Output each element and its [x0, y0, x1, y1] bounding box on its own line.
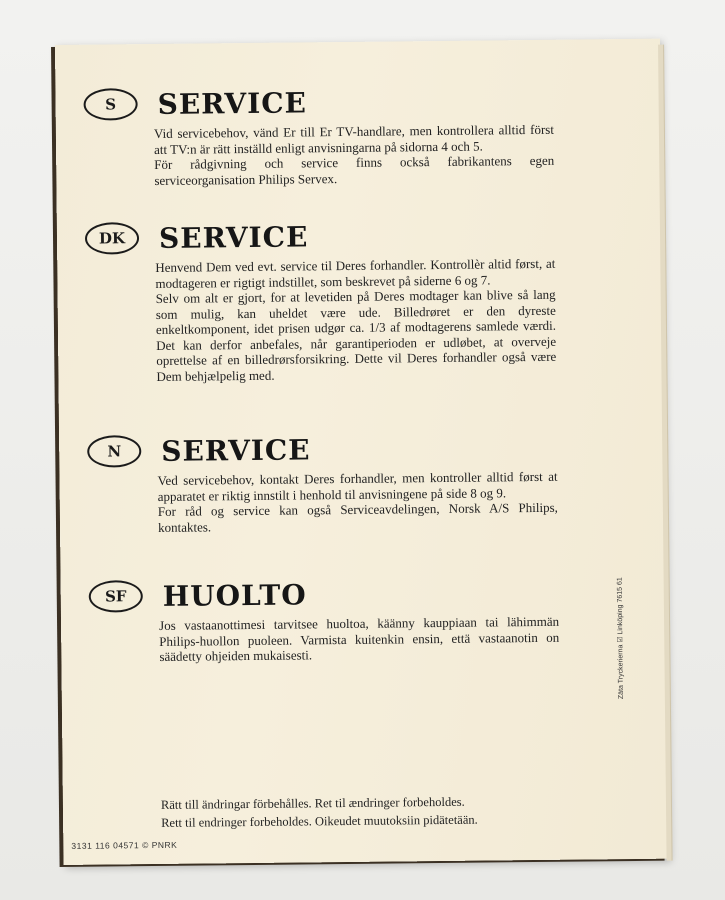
section-body [159, 614, 559, 665]
manual-back-cover [55, 39, 669, 865]
section-body [154, 122, 555, 188]
section-title: SERVICE [161, 432, 311, 468]
section-header [83, 78, 553, 127]
section-header [89, 570, 559, 619]
paragraph: Henvend Dem ved evt. service til Deres forhandler. Kontrollèr altid først, at modtageren er rigtigt indstillet, som beskrevet på siderne 6 og 7. [155, 255, 556, 291]
section-body [155, 256, 556, 384]
section-header [87, 425, 557, 474]
paragraph: Jos vastaanottimesi tarvitsee huoltoa, käänny kauppiaan tai lähimmän Philips-huollon puoleen. Varmista kuitenkin ensin, että vastaanotin on säädetty ohjeiden mukaisesti. [159, 613, 560, 664]
document-code: 3131 116 04571 © PNRK [71, 839, 178, 851]
footer-line: Rätt till ändringar förbehålles. Ret til ændringer forbeholdes. [160, 794, 465, 812]
section-title: SERVICE [157, 85, 308, 121]
section-title: HUOLTO [162, 577, 307, 613]
language-badge-s: S [83, 88, 137, 121]
printer-imprint: Zäta Tryckerierna ☑ Linköping 7615 61 [616, 577, 625, 700]
language-badge-sf: SF [89, 580, 143, 613]
section-title: SERVICE [158, 219, 309, 255]
footer-line: Rett til endringer forbeholdes. Oikeudet muutoksiin pidätetään. [161, 812, 478, 830]
paragraph: Ved servicebehov, kontakt Deres forhandler, men kontroller alltid først at apparatet er riktig innstilt i henhold til anvisningene på side 8 og 9. [157, 468, 558, 504]
section-swedish [83, 78, 554, 189]
section-header [85, 212, 555, 261]
section-finnish [89, 570, 560, 665]
language-badge-n: N [87, 435, 141, 468]
section-body [157, 469, 558, 535]
paragraph: For råd og service kan også Serviceavdelingen, Norsk A/S Philips, kontaktes. [157, 499, 558, 535]
paragraph: Vid servicebehov, vänd Er till Er TV-handlare, men kontrollera alltid först att TV:n är rätt inställd enligt anvisningarna på sidorna 4 och 5. [153, 121, 554, 157]
paragraph: Selv om alt er gjort, for at levetiden på Deres modtager kan blive så lang som mulig, kan uheldet være ude. Billedrøret er den dyreste enkeltkomponent, idet prisen udgør ca. 1/3 af modtagerens samlede værdi. Det kan derfor anbefales, når garantiperioden er udløbet, at overveje oprettelse af en billedrørsforsikring. Dette vil Deres forhandler også være Dem behjælpelig med. [155, 286, 557, 384]
section-norwegian [87, 425, 558, 536]
paragraph: För rådgivning och service finns också fabrikantens egen serviceorganisation Philips Servex. [154, 152, 555, 188]
section-danish [85, 212, 557, 385]
language-badge-dk: DK [85, 222, 139, 255]
rights-footer [161, 793, 478, 832]
